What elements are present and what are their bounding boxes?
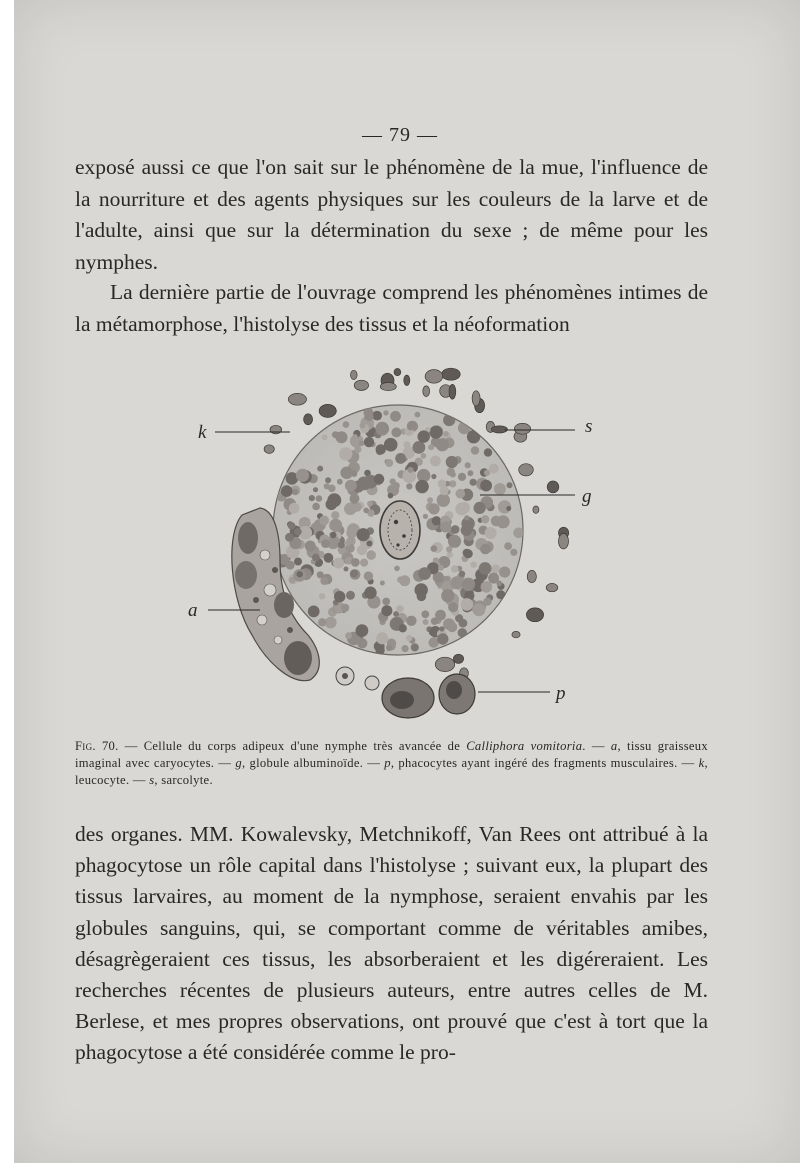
globule (481, 515, 489, 523)
leucocyte (354, 380, 368, 390)
globule (375, 422, 389, 436)
globule (294, 528, 301, 535)
figure-70 (180, 350, 600, 730)
globule (338, 541, 345, 548)
globule (366, 550, 376, 560)
globule (324, 553, 334, 563)
globule (481, 581, 493, 593)
globule (461, 525, 472, 536)
globule (294, 558, 302, 566)
globule (402, 645, 409, 652)
globule (443, 431, 448, 436)
globule (411, 643, 419, 651)
globule (318, 618, 326, 626)
globule (421, 610, 429, 618)
phagocytes (336, 667, 475, 718)
globule (325, 477, 331, 483)
globule (485, 527, 497, 539)
globule (489, 464, 499, 474)
globule (483, 598, 491, 606)
globule (366, 541, 372, 547)
globule (334, 591, 345, 602)
globule (364, 587, 376, 599)
globule (423, 514, 428, 519)
globule (352, 502, 361, 511)
globule (471, 562, 477, 568)
globule (289, 503, 300, 514)
globule (357, 528, 370, 541)
globule (345, 632, 352, 639)
fat-body-cell-illustration (180, 350, 600, 730)
globule (388, 493, 394, 499)
globule (406, 616, 416, 626)
leucocyte (491, 426, 507, 433)
figure-caption: Fig. 70. — Cellule du corps adipeux d'une nymphe très avancée de Calliphora vomitoria. — a, tissu graisseux imaginal avec caryocytes. — g, globule albuminoïde. — p, phacocytes ayant ingéré des fragments musculaires. — k, leucocyte. — s, sarcolyte. (75, 739, 708, 787)
globule (350, 494, 360, 504)
globule (351, 558, 360, 567)
globule (431, 545, 438, 552)
globule (423, 619, 429, 625)
globule (319, 593, 326, 600)
globule (360, 423, 366, 429)
globule (510, 549, 517, 556)
globule (322, 434, 328, 440)
globule (415, 583, 428, 596)
leucocyte (425, 370, 443, 384)
globule (458, 628, 467, 637)
paragraph-3: des organes. MM. Kowalevsky, Metchnikoff, Van Rees ont attribué à la phagocytose un rôle capital dans l'histolyse ; suivant eux, la plupart des tissus larvaires, au moment de la nymphose, seraient envahis par les globules sanguins, qui, se comportant comme de véritables amibes, désagrègeraient ces tissus, les absorberaient et les digéreraient. Les recherches récentes de plusieurs auteurs, entre autres celles de M. Berlese, et mes propres observations, ont prouvé que c'est à tort que la phagocytose a été considérée comme le pro- (75, 822, 708, 1065)
globule (386, 645, 392, 651)
globule (333, 558, 344, 569)
globule (380, 581, 385, 586)
globule (331, 511, 339, 519)
globule (462, 578, 475, 591)
globule (436, 438, 449, 451)
globule (429, 629, 436, 636)
globule (382, 598, 390, 606)
globule (317, 466, 323, 472)
globule (413, 441, 426, 454)
globule (474, 502, 486, 514)
leucocyte (380, 383, 396, 391)
globule (390, 478, 396, 484)
leucocyte (319, 404, 336, 417)
globule (488, 573, 499, 584)
globule (506, 506, 511, 511)
globule (480, 544, 491, 555)
globule (376, 632, 388, 644)
globule (451, 525, 460, 534)
globule (356, 624, 369, 637)
globule (459, 571, 465, 577)
page-number: — 79 — (362, 124, 438, 146)
globule (364, 571, 373, 580)
globule (507, 482, 513, 488)
globule (438, 480, 446, 488)
globule (407, 423, 414, 430)
globule (496, 590, 505, 599)
globule (391, 427, 401, 437)
globule (285, 533, 294, 542)
globule (345, 540, 351, 546)
leucocyte (559, 534, 569, 549)
leucocyte (519, 464, 534, 476)
globule (316, 495, 323, 502)
label-p: p (556, 683, 566, 704)
globule (395, 453, 406, 464)
globule (470, 479, 477, 486)
globule (432, 516, 441, 525)
globule (421, 453, 427, 459)
globule (491, 564, 500, 573)
globule (494, 483, 506, 495)
leucocyte (435, 657, 454, 671)
globule (345, 480, 357, 492)
globule (479, 562, 492, 575)
globule (431, 474, 436, 479)
leucocyte (547, 481, 559, 493)
globule (354, 446, 361, 453)
globule (497, 515, 510, 528)
globule (429, 426, 442, 439)
globule (336, 431, 348, 443)
globule (308, 606, 320, 618)
leucocyte (453, 654, 463, 663)
globule (428, 503, 439, 514)
leucocyte (546, 583, 558, 591)
globule (357, 545, 367, 555)
globule (406, 483, 412, 489)
globule (513, 528, 524, 539)
leucocyte (514, 423, 530, 434)
globule (456, 489, 466, 499)
paragraph-1: exposé aussi ce que l'on sait sur le phénomène de la mue, l'influence de la nourriture et des agents physiques sur les couleurs de la larve et de l'adulte, ainsi que sur la détermination du sexe ; de même pour les nymphes. (75, 155, 708, 274)
globule (351, 471, 357, 477)
globule (320, 577, 328, 585)
globule (504, 542, 512, 550)
globule (459, 502, 470, 513)
globule (459, 619, 468, 628)
globule (312, 503, 320, 511)
globule (319, 516, 329, 526)
leucocyte (264, 445, 274, 454)
globule (415, 412, 421, 418)
globule (360, 559, 368, 567)
globule (408, 467, 414, 473)
label-g: g (582, 486, 592, 507)
leucocyte (394, 369, 401, 376)
globule (383, 410, 388, 415)
globule (448, 535, 461, 548)
globule (305, 541, 316, 552)
leucocyte (512, 631, 520, 637)
globule (329, 519, 342, 532)
globule (337, 479, 343, 485)
globule (281, 485, 293, 497)
globule (461, 598, 474, 611)
globule (309, 495, 315, 501)
leucocyte (442, 368, 461, 380)
leucocyte (472, 391, 480, 406)
globule (450, 576, 463, 589)
globule (313, 487, 318, 492)
globule (418, 567, 431, 580)
globule (353, 434, 358, 439)
globule (324, 483, 330, 489)
globule (312, 554, 320, 562)
globule (372, 411, 382, 421)
leucocyte (526, 608, 543, 622)
globule (471, 446, 479, 454)
leucocyte (423, 386, 430, 397)
leucocyte (404, 375, 410, 385)
globule (437, 633, 448, 644)
leucocyte (270, 425, 282, 434)
globule (427, 497, 433, 503)
globule (418, 430, 430, 442)
globule (458, 473, 466, 481)
globule (448, 602, 458, 612)
globule (346, 528, 357, 539)
globule (435, 610, 446, 621)
globule (288, 522, 296, 530)
globule (439, 626, 444, 631)
globule (415, 480, 428, 493)
globule (440, 521, 451, 532)
globule (463, 549, 471, 557)
globule (346, 591, 355, 600)
leucocyte (351, 370, 358, 379)
globule (344, 567, 349, 572)
globule (330, 532, 336, 538)
globule (450, 472, 456, 478)
globule (399, 624, 407, 632)
globule (437, 494, 450, 507)
paragraph-2: La dernière partie de l'ouvrage comprend les phénomènes intimes de la métamorphose, l'histolyse des tissus et la néoformation (75, 280, 708, 336)
globule (381, 605, 392, 616)
globule (385, 459, 393, 467)
globule (465, 462, 471, 468)
globule (297, 571, 303, 577)
globule (341, 604, 349, 612)
label-a: a (188, 600, 198, 621)
label-k: k (198, 422, 207, 443)
globule (376, 444, 386, 454)
globule (296, 469, 309, 482)
globule (430, 456, 441, 467)
leucocyte (533, 506, 539, 513)
globule (447, 622, 457, 632)
globule (350, 569, 358, 577)
globule (343, 421, 350, 428)
globule (484, 448, 492, 456)
globule (499, 567, 510, 578)
leucocyte (527, 570, 536, 582)
globule (468, 470, 474, 476)
globule (384, 438, 398, 452)
globule (428, 444, 434, 450)
leucocyte (288, 393, 306, 405)
globule (359, 441, 364, 446)
globule (325, 617, 337, 629)
globule (464, 515, 469, 520)
globule (321, 539, 330, 548)
globule (446, 456, 458, 468)
leucocyte (449, 384, 456, 399)
globule (447, 552, 453, 558)
globule (364, 437, 374, 447)
label-s: s (585, 416, 593, 437)
leucocyte (304, 414, 313, 425)
globule (397, 577, 403, 583)
globule (374, 474, 385, 485)
globule (480, 480, 492, 492)
globule (451, 565, 459, 573)
globule (326, 499, 338, 511)
globule (394, 566, 400, 572)
globule (396, 605, 404, 613)
globule (441, 589, 454, 602)
globule (292, 489, 298, 495)
globule (473, 604, 486, 617)
globule (339, 447, 352, 460)
globule (406, 635, 412, 641)
globule (438, 565, 444, 571)
globule (363, 508, 369, 514)
globule (390, 411, 401, 422)
